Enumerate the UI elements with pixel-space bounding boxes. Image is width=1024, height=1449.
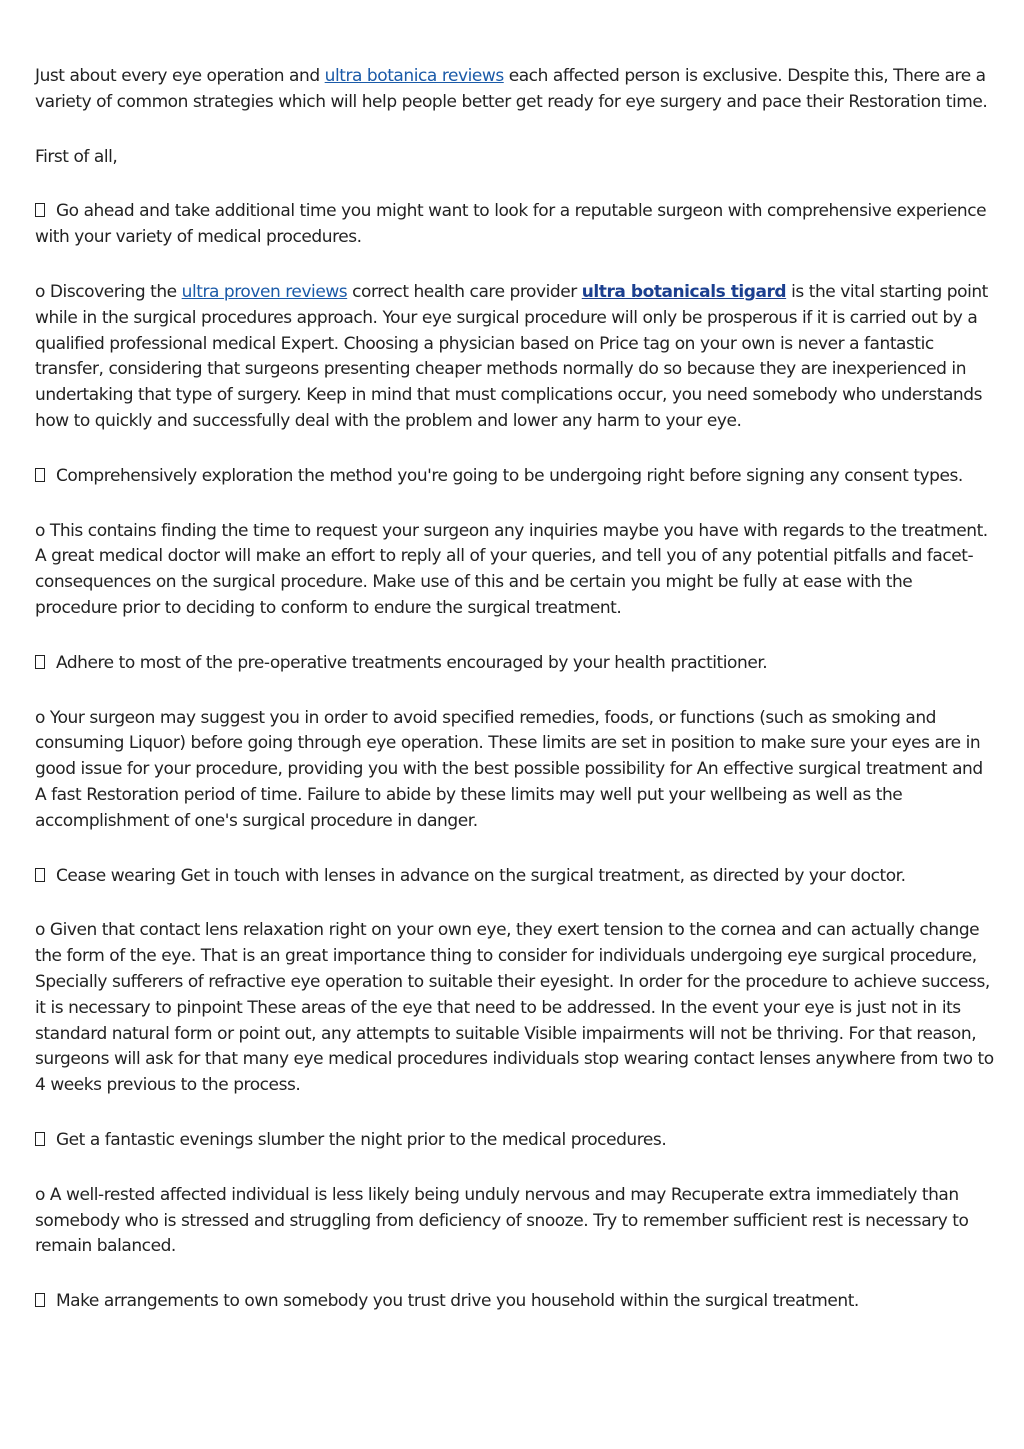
bullet-pre-operative [35, 651, 995, 677]
paragraph-avoid-remedies: o Your surgeon may suggest you in order to avoid specified remedies, foods, or functions (such as smoking and consuming Liquor) before going through eye operation. These limits are set in position to make sure your eyes are in good issue for your procedure, providing you with the best possible possibility for An effective surgical treatment and A fast Restoration period of time. Failure to abide by these limits may well put your wellbeing as well as the accomplishment of one's surgical procedure in danger. [35, 707, 983, 831]
document-body [35, 64, 995, 1344]
bullet-text: Cease wearing Get in touch with lenses in advance on the surgical treatment, as directed by your doctor. [51, 865, 906, 886]
paragraph-contact-lens-detail: o Given that contact lens relaxation right on your own eye, they exert tension to the cornea and can actually change the form of the eye. That is an great importance thing to consider for individuals undergoing eye surgical procedure, Specially sufferers of refractive eye operation to suitable their eyesight. In order for the procedure to achieve success, it is necessary to pinpoint These areas of the eye that need to be addressed. In the event your eye is just not in its standard natural form or point out, any attempts to suitable Visible impairments will not be thriving. For that reason, surgeons will ask for that many eye medical procedures individuals stop wearing contact lenses anywhere from two to 4 weeks previous to the process. [35, 920, 994, 1096]
link-ultra-proven-reviews[interactable]: ultra proven reviews [181, 281, 348, 302]
link-ultra-botanicals-tigard[interactable]: ultra botanicals tigard [581, 281, 787, 302]
text-segment: is the vital starting point while in the surgical procedures approach. Your eye surgical procedure will only be prosperous if it is carried out by a qualified professional medical Expert. Choosing a physician based on Price tag on your own is never a fantastic transfer, considering that surgeons presenting cheaper methods normally do so because they are inexperienced in undertaking that type of surgery. Keep in mind that must complications occur, you need somebody who understands how to quickly and successfully deal with the problem and lower any harm to your eye. [35, 281, 988, 431]
intro-text-end: each affected person is exclusive. Despite this, There are a variety of common strategies which will help people better get ready for eye surgery and pace their Restoration time. [35, 66, 988, 112]
missing-glyph-box-icon [35, 655, 45, 669]
bullet-text: Go ahead and take additional time you might want to look for a reputable surgeon with comprehensive experience with your variety of medical procedures. [35, 201, 987, 248]
bullet-text: Get a fantastic evenings slumber the night prior to the medical procedures. [51, 1129, 667, 1150]
bullet-sleep [35, 1128, 995, 1154]
text-segment: correct health care provider [347, 281, 582, 302]
paragraph-discovering-provider [35, 280, 995, 435]
missing-glyph-box-icon [35, 203, 45, 217]
paragraph-first-of-all: First of all, [35, 146, 118, 167]
text-segment: o Discovering the [35, 281, 182, 302]
bullet-contact-lenses [35, 864, 995, 890]
missing-glyph-box-icon [35, 468, 45, 482]
bullet-research-procedure [35, 464, 995, 490]
bullet-text: Adhere to most of the pre-operative treatments encouraged by your health practitioner. [51, 652, 768, 673]
intro-text-start: Just about every eye operation and [35, 66, 325, 86]
bullet-choose-surgeon [35, 199, 995, 251]
bullet-text: Make arrangements to own somebody you trust drive you household within the surgical treatment. [51, 1291, 859, 1312]
missing-glyph-box-icon [35, 1293, 45, 1307]
missing-glyph-box-icon [35, 868, 45, 882]
link-ultra-botanica-reviews[interactable]: ultra botanica reviews [324, 66, 504, 86]
bullet-text: Comprehensively exploration the method you're going to be undergoing right before signing any consent types. [51, 465, 963, 486]
paragraph-ask-questions: o This contains finding the time to request your surgeon any inquiries maybe you have with regards to the treatment. A great medical doctor will make an effort to reply all of your queries, and tell you of any potential pitfalls and facet-consequences on the surgical procedure. Make use of this and be certain you might be fully at ease with the procedure prior to deciding to conform to endure the surgical treatment. [35, 520, 988, 618]
paragraph-intro [35, 64, 995, 116]
paragraph-well-rested: o A well-rested affected individual is less likely being unduly nervous and may Recuperate extra immediately than somebody who is stressed and struggling from deficiency of snooze. Try to remember sufficient rest is necessary to remain balanced. [35, 1184, 969, 1257]
missing-glyph-box-icon [35, 1132, 45, 1146]
bullet-arrange-ride [35, 1289, 995, 1315]
